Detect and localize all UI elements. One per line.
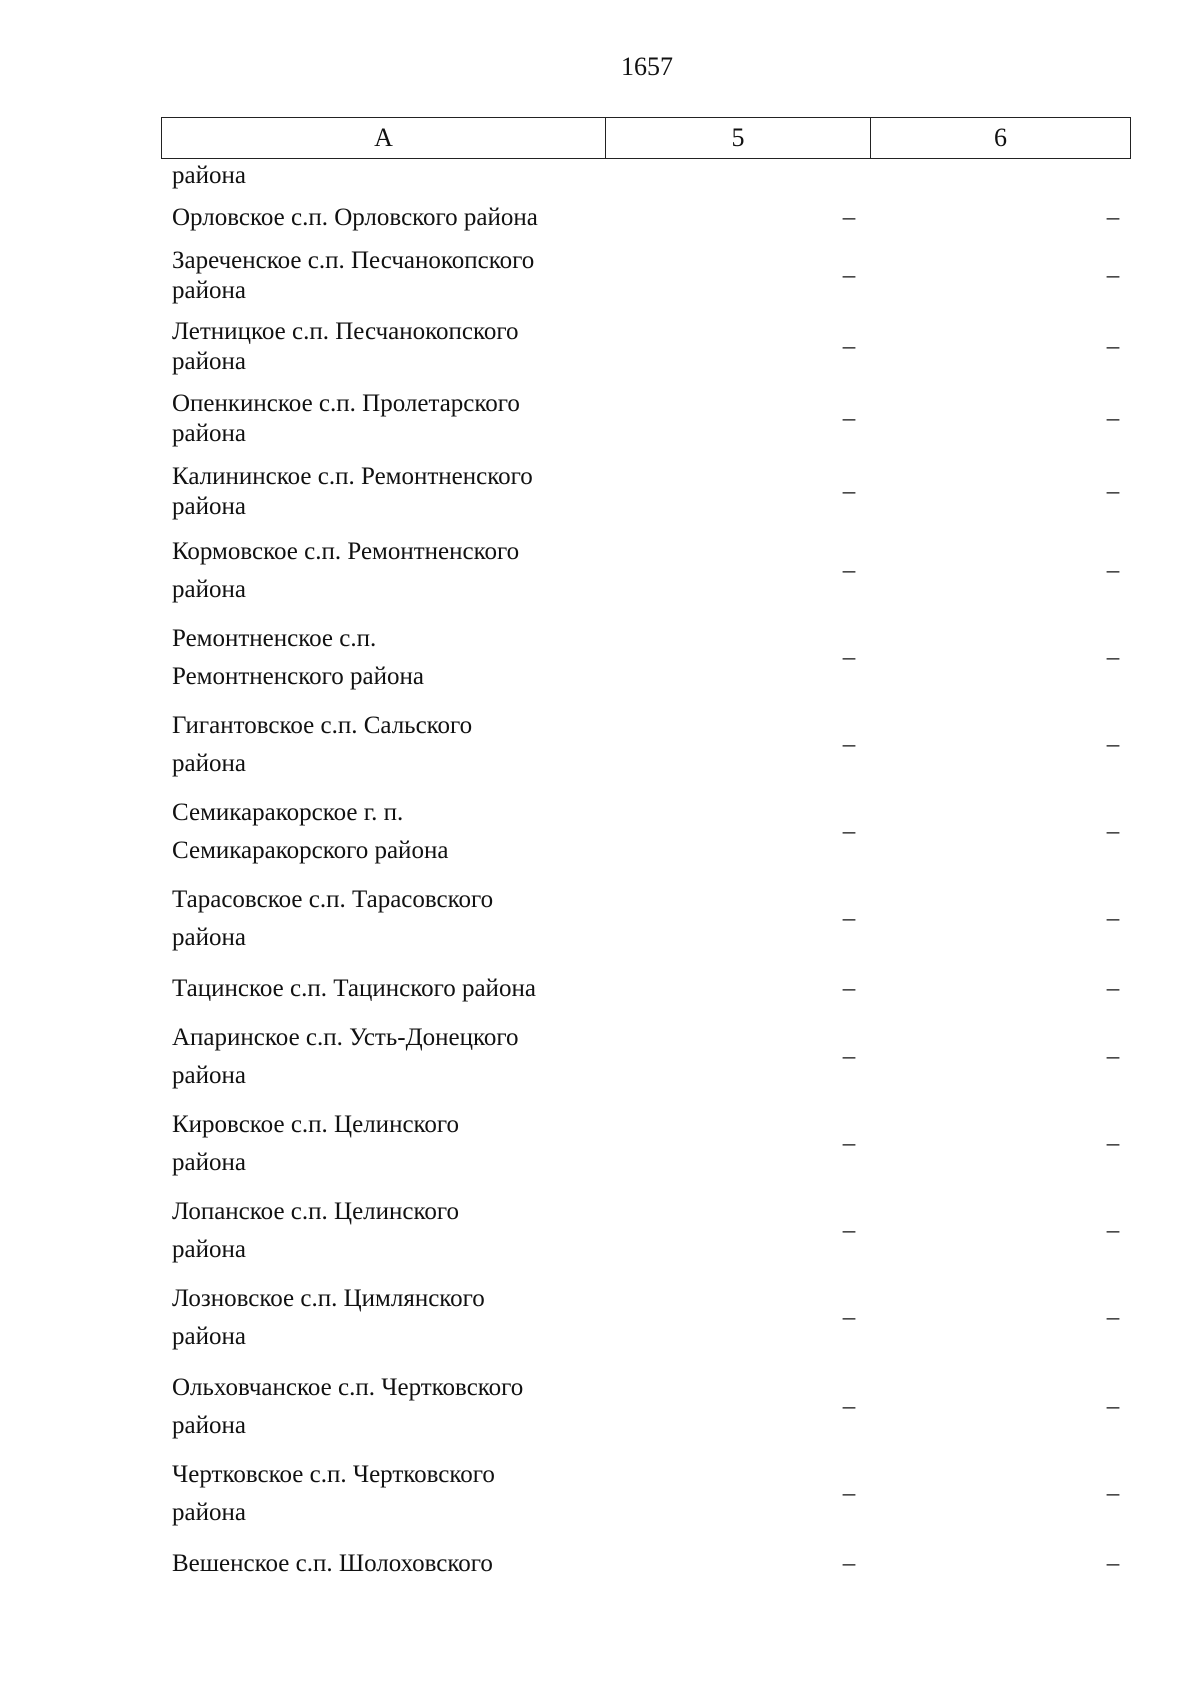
row-name-line: Летницкое с.п. Песчанокопского (172, 318, 519, 345)
row-col5-value: – (842, 975, 856, 1002)
row-name-line: Тарасовское с.п. Тарасовского (172, 886, 494, 913)
row-name-line: Зареченское с.п. Песчанокопского (172, 247, 535, 274)
row-col6-value: – (1106, 1043, 1120, 1070)
row-col6-value: – (1106, 333, 1120, 360)
row-col5-value: – (842, 204, 856, 231)
row-col6-value: – (1106, 405, 1120, 432)
row-name-line: района (172, 1412, 246, 1439)
row-col6-value: – (1106, 644, 1120, 671)
row-col5-value: – (842, 905, 856, 932)
row-col5-value: – (842, 1217, 856, 1244)
row-col5-value: – (842, 1130, 856, 1157)
row-col5-value: – (842, 478, 856, 505)
row-name-line: Апаринское с.п. Усть-Донецкого (172, 1024, 519, 1051)
row-name-line: района (172, 1499, 246, 1526)
row-name-line: Кормовское с.п. Ремонтненского (172, 538, 520, 565)
row-name-line: Орловское с.п. Орловского района (172, 204, 538, 231)
row-name-line: района (172, 1323, 246, 1350)
row-name-line: района (172, 924, 246, 951)
row-col6-value: – (1106, 557, 1120, 584)
row-col5-value: – (842, 1550, 856, 1577)
row-name-line: Опенкинское с.п. Пролетарского (172, 390, 520, 417)
row-col6-value: – (1106, 1480, 1120, 1507)
row-name-line: Тацинское с.п. Тацинского района (172, 975, 536, 1002)
row-name-line: Кировское с.п. Целинского (172, 1111, 460, 1138)
row-col5-value: – (842, 818, 856, 845)
row-name-line: Лопанское с.п. Целинского (172, 1198, 460, 1225)
row-name-line: Семикаракорское г. п. (172, 799, 404, 826)
header-col-5: 5 (606, 118, 871, 158)
row-col6-value: – (1106, 818, 1120, 845)
header-col-a: A (162, 118, 606, 158)
row-name-line: района (172, 1149, 246, 1176)
row-name-line: района (172, 1062, 246, 1089)
row-col5-value: – (842, 333, 856, 360)
row-col6-value: – (1106, 478, 1120, 505)
page-number: 1657 (621, 52, 673, 81)
row-col6-value: – (1106, 1130, 1120, 1157)
row-name-line: Ремонтненское с.п. (172, 625, 377, 652)
row-name-line: района (172, 277, 246, 304)
row-col5-value: – (842, 1043, 856, 1070)
row-col5-value: – (842, 1393, 856, 1420)
row-col5-value: – (842, 644, 856, 671)
row-col6-value: – (1106, 1550, 1120, 1577)
row-col5-value: – (842, 262, 856, 289)
row-col5-value: – (842, 405, 856, 432)
row-name-line: района (172, 420, 246, 447)
row-col5-value: – (842, 1480, 856, 1507)
row-col6-value: – (1106, 905, 1120, 932)
row-col5-value: – (842, 731, 856, 758)
row-name-line: района (172, 576, 246, 603)
header-col-6: 6 (994, 123, 1007, 152)
row-name-line: Ремонтненского района (172, 663, 424, 690)
row-col5-value: – (842, 557, 856, 584)
row-col6-value: – (1106, 262, 1120, 289)
table-header (161, 117, 1131, 159)
row-col6-value: – (1106, 975, 1120, 1002)
row-col6-value: – (1106, 1393, 1120, 1420)
row-name-line: Калининское с.п. Ремонтненского (172, 463, 533, 490)
row-name-line: района (172, 493, 246, 520)
row-name-line: Ольховчанское с.п. Чертковского (172, 1374, 524, 1401)
row-name-line: Чертковское с.п. Чертковского (172, 1461, 495, 1488)
row-col5-value: – (842, 1304, 856, 1331)
row-col6-value: – (1106, 1217, 1120, 1244)
row-col6-value: – (1106, 731, 1120, 758)
row-name-line: района (172, 750, 246, 777)
row-name-line: района (172, 1236, 246, 1263)
row-name-line: Семикаракорского района (172, 837, 449, 864)
row-col6-value: – (1106, 1304, 1120, 1331)
row-name-line: Лозновское с.п. Цимлянского (172, 1285, 485, 1312)
row-name-line: Вешенское с.п. Шолоховского (172, 1550, 493, 1577)
continuation-text: района (172, 162, 246, 189)
row-name-line: района (172, 348, 246, 375)
row-col6-value: – (1106, 204, 1120, 231)
row-name-line: Гигантовское с.п. Сальского (172, 712, 473, 739)
